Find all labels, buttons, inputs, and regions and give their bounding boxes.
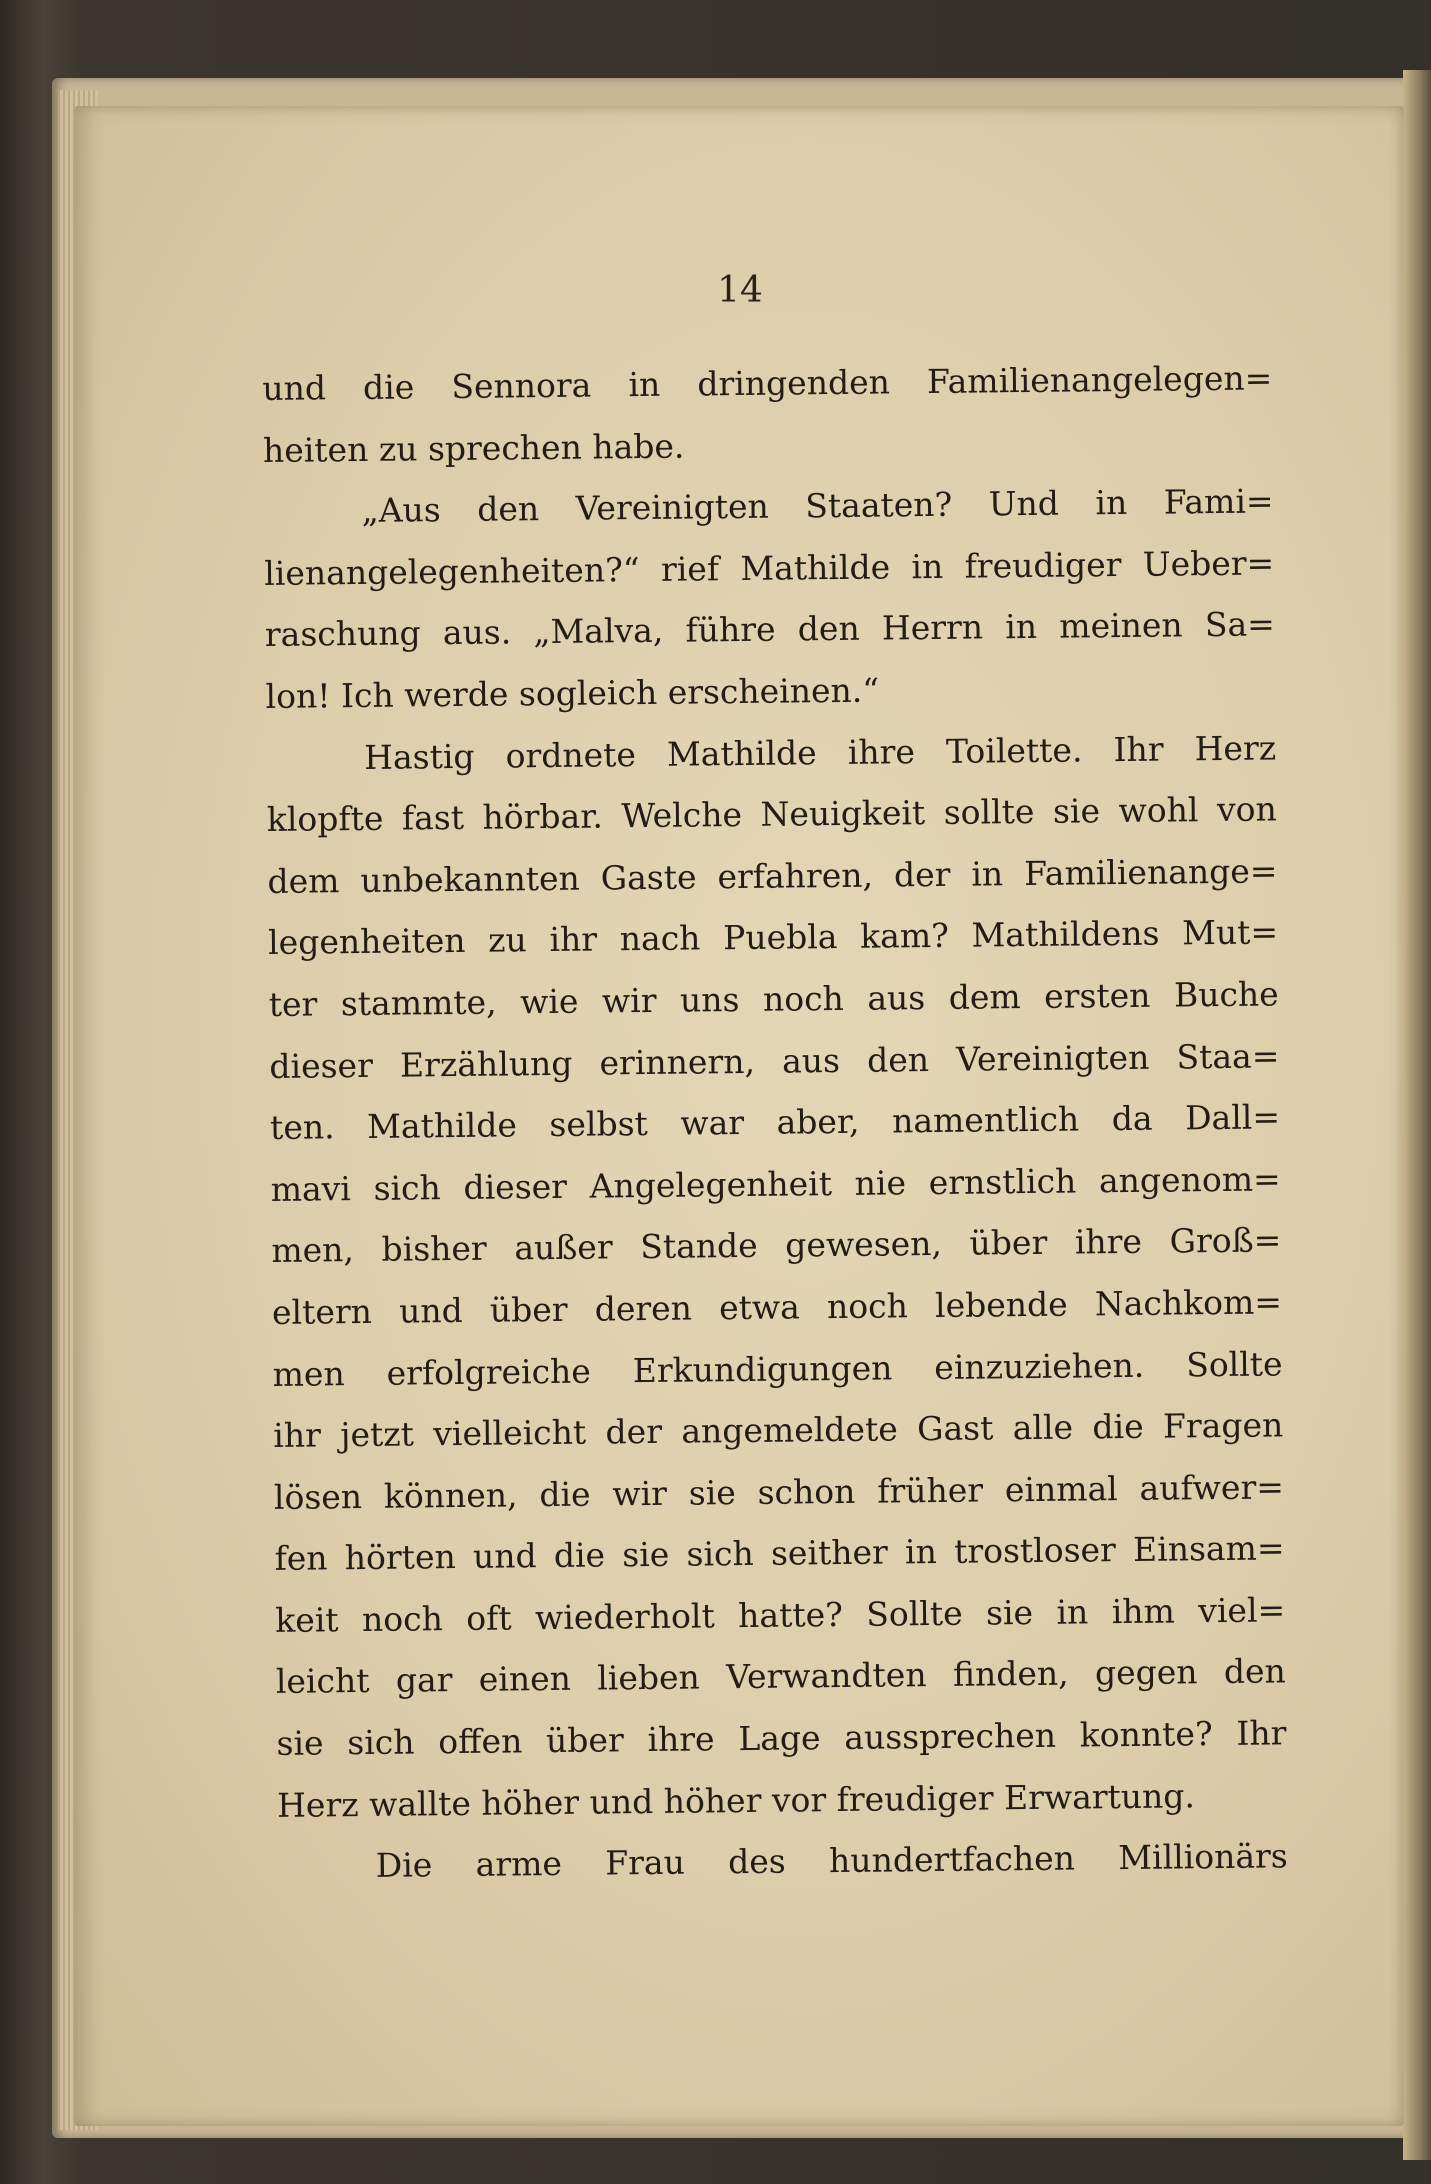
text-line: ter stammte, wie wir uns noch aus dem ersten Buche xyxy=(268,974,1279,1024)
text-line: Herz wallte höher und höher vor freudiger Erwartung. xyxy=(276,1775,1196,1825)
text-line: Die arme Frau des hundertfachen Millionärs xyxy=(375,1836,1288,1886)
text-line: dem unbekannten Gaste erfahren, der in Familienange= xyxy=(267,851,1278,901)
text-line: und die Sennora in dringenden Familienangelegen= xyxy=(262,358,1273,408)
text-line: dieser Erzählung erinnern, aus den Vereinigten Staa= xyxy=(269,1035,1280,1086)
text-line: leicht gar einen lieben Verwandten finden, gegen den xyxy=(275,1651,1287,1702)
text-line: men, bisher außer Stande gewesen, über ihre Groß= xyxy=(271,1220,1282,1271)
text-line: eltern und über deren etwa noch lebende Nachkom= xyxy=(271,1282,1283,1332)
text-line: sie sich offen über ihre Lage aussprechen konnte? Ihr xyxy=(276,1713,1287,1763)
text-line: lon! Ich werde sogleich erscheinen.“ xyxy=(265,670,880,716)
page-number: 14 xyxy=(717,270,763,311)
text-line: lösen können, die wir sie schon früher einmal aufwer= xyxy=(273,1467,1285,1517)
text-line: legenheiten zu ihr nach Puebla kam? Mathildens Mut= xyxy=(267,912,1279,963)
text-line: Hastig ordnete Mathilde ihre Toilette. Ihr Herz xyxy=(363,727,1277,777)
book-gutter xyxy=(1403,70,1431,2160)
text-line: heiten zu sprechen habe. xyxy=(262,426,685,470)
text-line: fen hörten und die sie sich seither in trostloser Einsam= xyxy=(274,1528,1285,1579)
text-line: lienangelegenheiten?“ rief Mathilde in freudiger Ueber= xyxy=(264,543,1275,593)
text-line: raschung aus. „Malva, führe den Herrn in meinen Sa= xyxy=(264,604,1276,655)
text-line: ihr jetzt vielleicht der angemeldete Gast alle die Fragen xyxy=(273,1405,1284,1456)
text-line: ten. Mathilde selbst war aber, namentlich da Dall= xyxy=(269,1097,1281,1148)
text-line: „Aus den Vereinigten Staaten? Und in Fami= xyxy=(361,481,1274,531)
text-line: keit noch oft wiederholt hatte? Sollte sie in ihm viel= xyxy=(275,1590,1286,1640)
text-line: klopfte fast hörbar. Welche Neuigkeit sollte sie wohl von xyxy=(266,789,1277,840)
body-text xyxy=(262,347,1288,1897)
text-line: men erfolgreiche Erkundigungen einzuziehen. Sollte xyxy=(272,1343,1283,1394)
text-line: mavi sich dieser Angelegenheit nie ernstlich angenom= xyxy=(270,1159,1281,1209)
